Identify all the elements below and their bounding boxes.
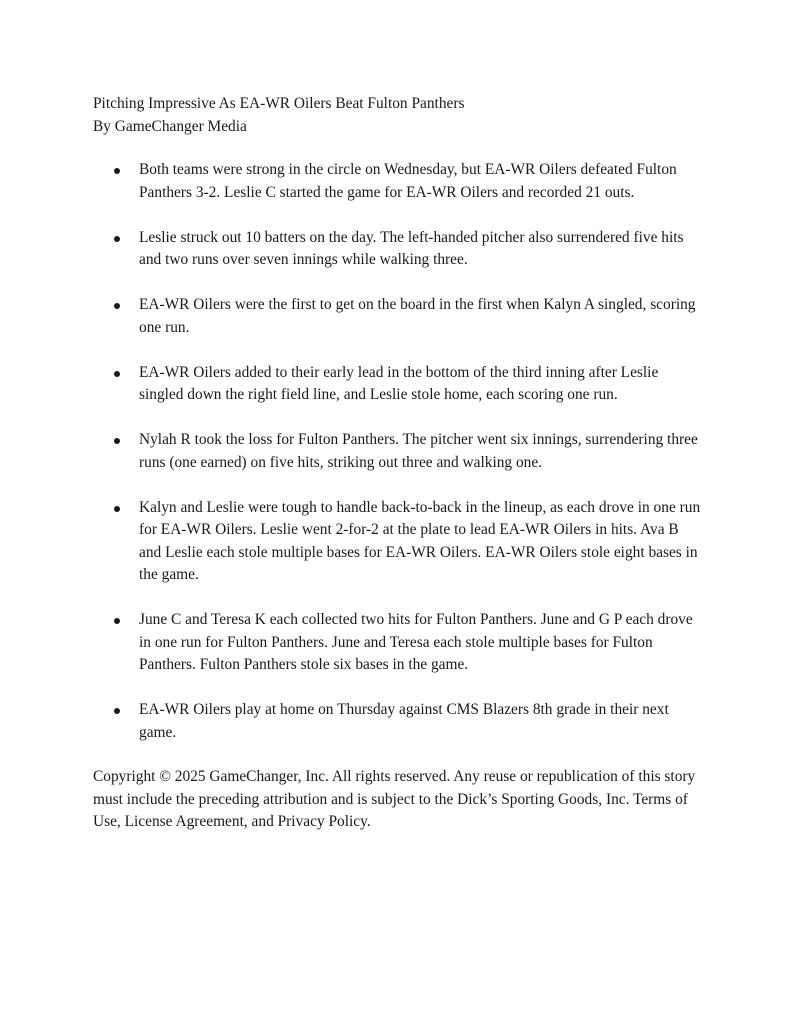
bullet-text: June C and Teresa K each collected two hits for Fulton Panthers. June and G P each drove in one run for Fulton Panthers. June and Teresa each stole multiple bases for Fulton Panthers. Fulton Panthers stole six bases in the game. — [139, 611, 693, 673]
bullet-icon — [114, 438, 120, 444]
bullet-icon — [114, 618, 120, 624]
bullet-icon — [114, 236, 120, 242]
bullet-text: Both teams were strong in the circle on Wednesday, but EA-WR Oilers defeated Fulton Panthers 3-2. Leslie C started the game for EA-WR Oilers and recorded 21 outs. — [139, 161, 677, 201]
copyright-notice: Copyright © 2025 GameChanger, Inc. All rights reserved. Any reuse or republication of this story must include the preceding attribution and is subject to the Dick’s Sporting Goods, Inc. Terms of Use, License Agreement, and Privacy Policy. — [93, 768, 696, 830]
list-item — [93, 429, 703, 474]
bullet-text: EA-WR Oilers were the first to get on the board in the first when Kalyn A singled, scoring one run. — [139, 296, 696, 336]
bullet-text: Kalyn and Leslie were tough to handle back-to-back in the lineup, as each drove in one run for EA-WR Oilers. Leslie went 2-for-2 at the plate to lead EA-WR Oilers in hits. Ava B and Leslie each stole multiple bases for EA-WR Oilers. EA-WR Oilers stole eight bases in the game. — [139, 498, 701, 583]
list-item — [93, 159, 703, 204]
article-bullet-list — [93, 159, 703, 744]
bullet-text: Leslie struck out 10 batters on the day. The left-handed pitcher also surrendered five hits and two runs over seven innings while walking three. — [139, 228, 684, 268]
bullet-icon — [114, 168, 120, 174]
document-page — [93, 93, 703, 849]
list-item — [93, 362, 703, 407]
article-title: Pitching Impressive As EA-WR Oilers Beat Fulton Panthers — [93, 95, 465, 112]
list-item — [93, 699, 703, 744]
list-item — [93, 227, 703, 272]
bullet-icon — [114, 371, 120, 377]
article-byline: By GameChanger Media — [93, 117, 247, 135]
bullet-text: Nylah R took the loss for Fulton Panthers. The pitcher went six innings, surrendering three runs (one earned) on five hits, striking out three and walking one. — [139, 431, 698, 471]
list-item — [93, 609, 703, 677]
bullet-icon — [114, 303, 120, 309]
bullet-icon — [114, 506, 120, 512]
article-header — [93, 93, 703, 138]
bullet-text: EA-WR Oilers added to their early lead in the bottom of the third inning after Leslie singled down the right field line, and Leslie stole home, each scoring one run. — [139, 363, 659, 403]
list-item — [93, 497, 703, 587]
bullet-text: EA-WR Oilers play at home on Thursday against CMS Blazers 8th grade in their next game. — [139, 701, 669, 741]
list-item — [93, 294, 703, 339]
bullet-icon — [114, 708, 120, 714]
